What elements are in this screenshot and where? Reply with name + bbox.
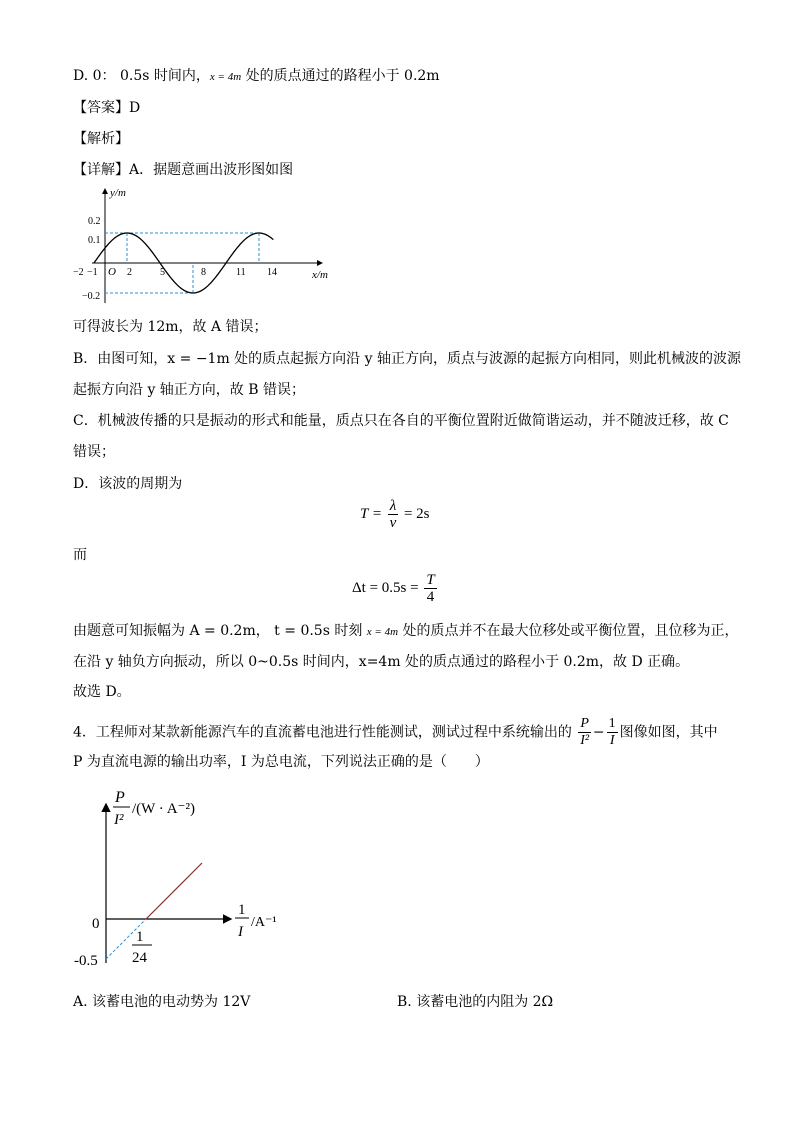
q4-frac-p-den: I² xyxy=(580,733,590,748)
option-a[interactable]: A. 该蓄电池的电动势为 12V xyxy=(73,994,251,1010)
period-rhs: = 2s xyxy=(403,505,430,522)
pi-ylabel-num: P xyxy=(115,789,125,806)
wave-xtick-neg2: −2 xyxy=(73,267,84,278)
q4-minus: − xyxy=(592,724,605,741)
dt-fraction xyxy=(424,572,436,605)
wave-xtick-14: 14 xyxy=(267,267,277,278)
option-d-prefix: D. 0： 0.5s 时间内， xyxy=(73,68,210,84)
dt-lhs: Δt = 0.5s = xyxy=(352,579,419,596)
option-d-suffix: 处的质点通过的路程小于 0.2m xyxy=(241,68,440,84)
pi-x-intercept-den: 24 xyxy=(132,950,147,966)
wave-ytick-0.1: 0.1 xyxy=(88,235,101,246)
dt-den: 4 xyxy=(426,589,435,605)
answer-line: 【答案】D xyxy=(73,100,141,116)
q4-frac-i-den: I xyxy=(609,733,615,748)
wave-ylabel: y/m xyxy=(110,187,126,199)
amplitude-x: x = 4m xyxy=(366,626,399,638)
q4-frac-i xyxy=(607,716,618,749)
wave-ytick-0.2: 0.2 xyxy=(88,216,101,227)
question-4-line-1 xyxy=(73,716,718,749)
analysis-heading: 【解析】 xyxy=(73,131,129,147)
er-line: 而 xyxy=(73,547,87,563)
pi-xlabel-den: I xyxy=(238,924,243,940)
wave-xtick-11: 11 xyxy=(236,267,246,278)
pi-data-line xyxy=(146,863,202,919)
dt-num: T xyxy=(426,572,435,588)
conclusion-line: 故选 D。 xyxy=(73,684,131,700)
pi-ylabel-den: I² xyxy=(114,812,124,828)
pi-y-intercept: -0.5 xyxy=(74,953,98,969)
dt-formula xyxy=(352,572,439,605)
q4-suffix: 图像如图，其中 xyxy=(619,724,718,741)
c-line-2: 错误； xyxy=(73,444,115,460)
pi-xlabel-unit: /A⁻¹ xyxy=(251,915,277,930)
q4-frac-p xyxy=(578,716,591,749)
period-formula xyxy=(360,498,430,531)
amplitude-prefix: 由题意可知振幅为 A = 0.2m， t = 0.5s 时刻 xyxy=(73,623,367,639)
q4-frac-i-num: 1 xyxy=(608,716,616,731)
amplitude-line xyxy=(73,621,739,642)
pi-ylabel-unit: /(W · A⁻²) xyxy=(132,801,195,817)
option-b[interactable]: B. 该蓄电池的内阻为 2Ω xyxy=(397,994,554,1010)
wave-origin: O xyxy=(108,266,116,278)
pi-origin: 0 xyxy=(92,916,100,932)
pi-xlabel-num: 1 xyxy=(238,902,246,918)
wave-xtick-2: 2 xyxy=(127,267,132,278)
period-den: v xyxy=(389,515,397,531)
pi-x-intercept-num: 1 xyxy=(136,929,144,945)
wavelength-line: 可得波长为 12m，故 A 错误； xyxy=(73,319,268,335)
wave-xtick-8: 8 xyxy=(201,267,206,278)
q4-frac-p-num: P xyxy=(580,716,589,731)
option-d-line xyxy=(73,66,440,87)
period-lhs: T = xyxy=(360,505,382,522)
pi-chart xyxy=(70,785,300,970)
wave-xtick-5: 5 xyxy=(160,267,165,278)
negative-direction-line: 在沿 y 轴负方向振动，所以 0~0.5s 时间内，x=4m 处的质点通过的路程小于 0.2m，故 D 正确。 xyxy=(73,654,690,670)
d-line: D．该波的周期为 xyxy=(73,476,183,492)
wave-chart xyxy=(70,183,340,308)
wave-ytick-neg0.2: −0.2 xyxy=(82,291,101,302)
c-line-1: C．机械波传播的只是振动的形式和能量，质点只在各自的平衡位置附近做简谐运动，并不随波迁移，故 C xyxy=(73,413,729,429)
q4-prefix: 4．工程师对某款新能源汽车的直流蓄电池进行性能测试，测试过程中系统输出的 xyxy=(73,724,572,741)
b-line-1: B．由图可知，x = −1m 处的质点起振方向沿 y 轴正方向，质点与波源的起振方向相同，则此机械波的波源 xyxy=(73,351,741,367)
option-d-x: x = 4m xyxy=(209,71,242,83)
b-line-2: 起振方向沿 y 轴正方向，故 B 错误； xyxy=(73,382,305,398)
wave-xtick-neg1: −1 xyxy=(87,267,98,278)
detail-line: 【详解】A．据题意画出波形图如图 xyxy=(73,162,294,178)
period-fraction xyxy=(388,498,399,531)
amplitude-suffix: 处的质点并不在最大位移处或平衡位置，且位移为正， xyxy=(398,623,739,639)
period-num: λ xyxy=(389,498,397,514)
question-4-line-2: P 为直流电源的输出功率，I 为总电流，下列说法正确的是（ ） xyxy=(73,754,489,770)
wave-xlabel: x/m xyxy=(312,269,328,281)
